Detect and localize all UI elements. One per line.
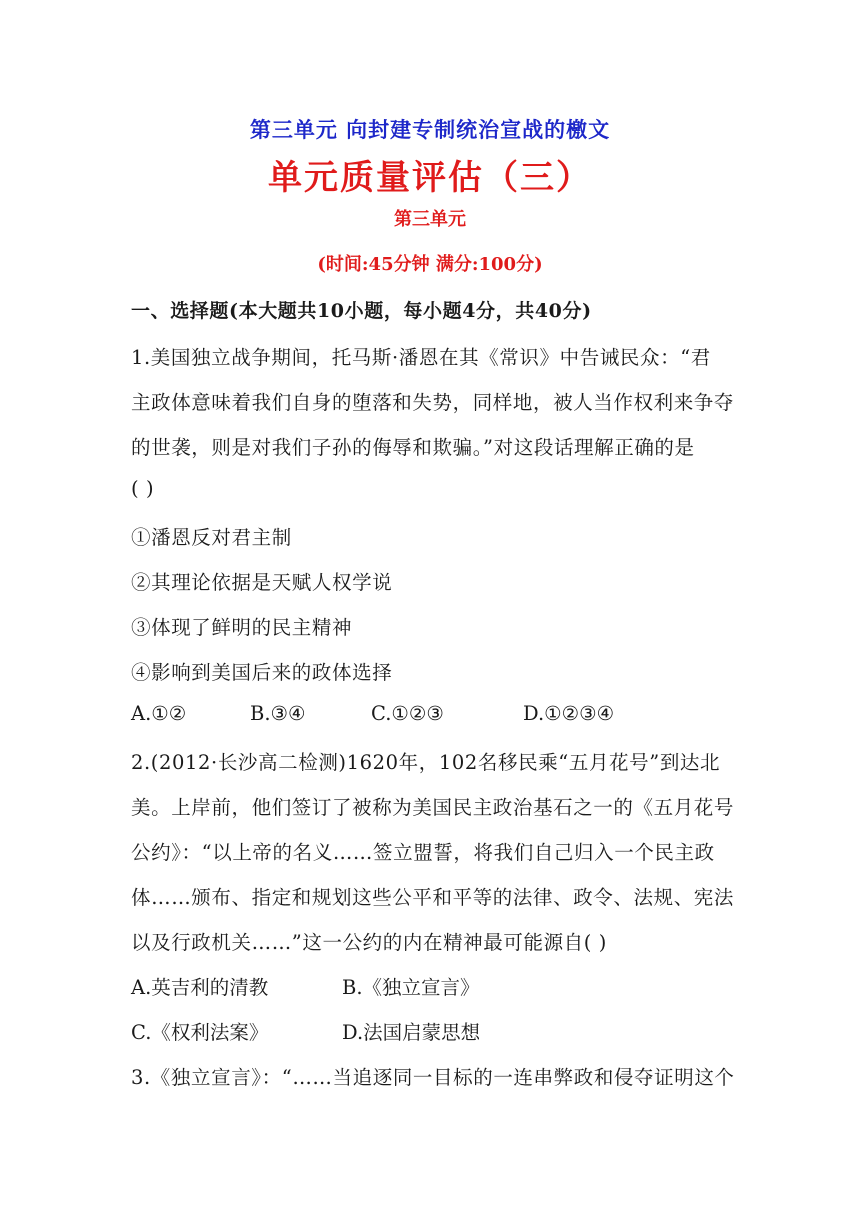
question-line: 主政体意味着我们自身的堕落和失势，同样地，被人当作权利来争夺 xyxy=(131,391,735,414)
section-heading: 一、选择题(本大题共10小题，每小题4分，共40分) xyxy=(131,300,592,322)
option-c: C.①②③ xyxy=(371,702,444,725)
question-line: 1.美国独立战争期间，托马斯·潘恩在其《常识》中告诫民众：“君 xyxy=(131,346,711,369)
statement-item: ③体现了鲜明的民主精神 xyxy=(131,616,353,639)
main-title: 单元质量评估（三） xyxy=(268,158,592,198)
question-line: 2.(2012·长沙高二检测)1620年，102名移民乘“五月花号”到达北 xyxy=(131,751,721,774)
option-d: D.①②③④ xyxy=(523,702,615,725)
question-line: 美。上岸前，他们签订了被称为美国民主政治基石之一的《五月花号 xyxy=(131,796,735,819)
statement-item: ①潘恩反对君主制 xyxy=(131,526,292,549)
answer-bracket: ( ) xyxy=(131,477,155,500)
question-line: 公约》：“以上帝的名义……签立盟誓，将我们自己归入一个民主政 xyxy=(131,841,715,864)
option-a: A.①② xyxy=(131,702,187,725)
question-line: 3.《独立宣言》：“……当追逐同一目标的一连串弊政和侵夺证明这个 xyxy=(131,1066,735,1089)
option-b: B.③④ xyxy=(250,702,306,725)
statement-item: ②其理论依据是天赋人权学说 xyxy=(131,571,393,594)
question-line: 的世袭，则是对我们子孙的侮辱和欺骗。”对这段话理解正确的是 xyxy=(131,436,695,459)
option-c: C.《权利法案》 xyxy=(131,1021,269,1044)
option-d: D.法国启蒙思想 xyxy=(342,1021,481,1044)
statement-item: ④影响到美国后来的政体选择 xyxy=(131,661,393,684)
question-line: 体……颁布、指定和规划这些公平和平等的法律、政令、法规、宪法 xyxy=(131,886,735,909)
option-a: A.英吉利的清教 xyxy=(131,976,269,999)
time-and-score: (时间:45分钟 满分:100分) xyxy=(317,254,543,275)
unit-title: 第三单元 向封建专制统治宣战的檄文 xyxy=(249,117,611,142)
sub-title: 第三单元 xyxy=(394,209,466,230)
option-b: B.《独立宣言》 xyxy=(342,976,480,999)
question-line: 以及行政机关……”这一公约的内在精神最可能源自( ) xyxy=(131,931,607,954)
